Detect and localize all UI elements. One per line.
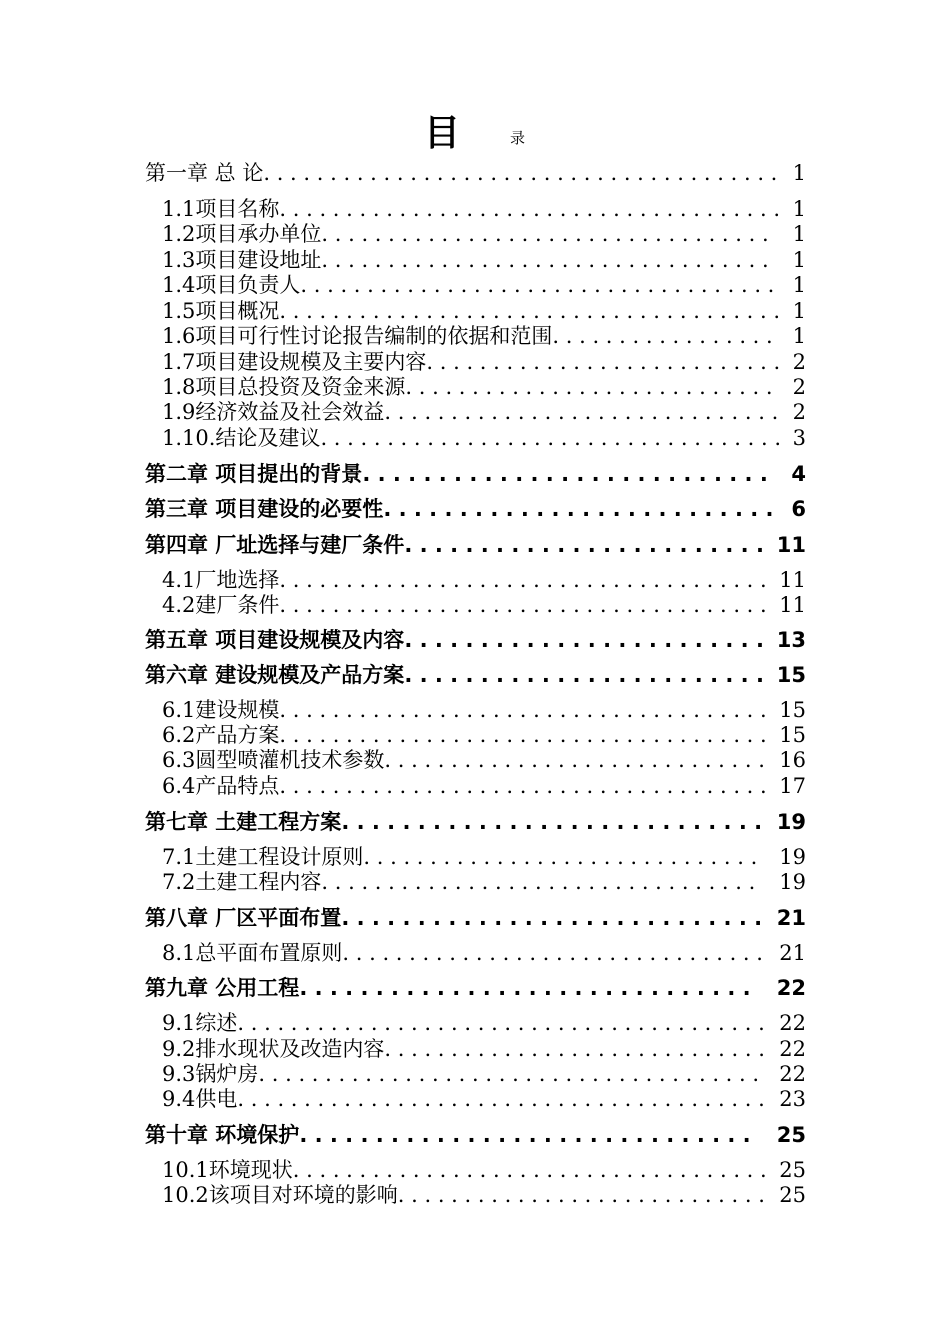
toc-chapter-entry[interactable] — [0, 159, 950, 187]
toc-dot-leader: . . . . . . . . . . . . . . . . . . . . . . . . . . . . . . . . . . . . . . . — [263, 161, 778, 185]
toc-entry-text: 第三章 项目建设的必要性 — [145, 497, 384, 521]
toc-section-entry[interactable] — [0, 297, 950, 325]
toc-title — [0, 112, 950, 156]
toc-entry-label — [162, 195, 789, 223]
toc-page-number: 3 — [792, 426, 806, 450]
toc-entry-text: 1.4项目负责人 — [162, 273, 301, 297]
toc-entry-label — [162, 1035, 775, 1063]
toc-entry-label — [162, 1181, 775, 1209]
toc-entry-text: 1.5项目概况 — [162, 299, 280, 323]
toc-dot-leader: . . . . . . . . . . . . . . . . . . . . . . . . . . . . . . . . . . . . . — [279, 698, 767, 722]
toc-chapter-entry[interactable] — [0, 1121, 950, 1149]
toc-section-entry[interactable] — [0, 591, 950, 619]
toc-section-entry[interactable] — [0, 868, 950, 896]
toc-chapter-entry[interactable] — [0, 495, 950, 523]
toc-page-number: 16 — [779, 748, 806, 772]
toc-page-number: 1 — [792, 299, 806, 323]
toc-section-entry[interactable] — [0, 1060, 950, 1088]
toc-entry-text: 1.10.结论及建议 — [162, 426, 321, 450]
toc-entry-label — [162, 1085, 775, 1113]
toc-entry-label — [162, 721, 775, 749]
toc-entry-label — [162, 591, 775, 619]
toc-section-entry[interactable] — [0, 939, 950, 967]
toc-dot-leader: . . . . . . . . . . . . . . . . . . . . . . . . . . . . . — [384, 748, 765, 772]
toc-page-number: 4 — [791, 462, 806, 486]
toc-dot-leader: . . . . . . . . . . . . . . . . . . . . . . . . . . . . . . . . . . . . . . — [279, 299, 781, 323]
toc-page-number: 23 — [779, 1087, 806, 1111]
toc-entry-label — [162, 424, 789, 452]
toc-entry-label — [162, 1009, 775, 1037]
toc-page-number: 2 — [792, 350, 806, 374]
toc-dot-leader: . . . . . . . . . . . . . . . . . . . . . . . . . . — [383, 497, 774, 521]
toc-page-number: 1 — [792, 248, 806, 272]
toc-page-number: 1 — [792, 222, 806, 246]
toc-page-number: 2 — [792, 400, 806, 424]
toc-section-entry[interactable] — [0, 398, 950, 426]
toc-entry-text: 1.8项目总投资及资金来源 — [162, 375, 406, 399]
toc-dot-leader: . . . . . . . . . . . . . . . . . . . . . . . . — [404, 533, 764, 557]
toc-page-number: 11 — [779, 593, 806, 617]
toc-dot-leader: . . . . . . . . . . . . . . . . . . . . . . . . . . . . . — [384, 1037, 765, 1061]
toc-dot-leader: . . . . . . . . . . . . . . . . . . . . . . . . . . . . — [341, 810, 763, 834]
toc-entry-label — [145, 808, 773, 836]
toc-section-entry[interactable] — [0, 843, 950, 871]
toc-entry-text: 第九章 公用工程 — [145, 976, 300, 1000]
toc-entry-label — [145, 1121, 773, 1149]
toc-section-entry[interactable] — [0, 373, 950, 401]
toc-dot-leader: . . . . . . . . . . . . . . . . . — [552, 324, 773, 348]
toc-page-number: 1 — [792, 273, 806, 297]
toc-entry-text: 8.1总平面布置原则 — [162, 941, 343, 965]
toc-section-entry[interactable] — [0, 348, 950, 376]
toc-section-entry[interactable] — [0, 1009, 950, 1037]
toc-section-entry[interactable] — [0, 746, 950, 774]
toc-entry-label — [162, 772, 775, 800]
toc-entry-text: 第十章 环境保护 — [145, 1123, 300, 1147]
toc-title-secondary: 录 — [510, 129, 526, 147]
toc-dot-leader: . . . . . . . . . . . . . . . . . . . . . . . . . . . . . . . . . . . . . . — [258, 1062, 760, 1086]
toc-chapter-entry[interactable] — [0, 626, 950, 654]
toc-chapter-entry[interactable] — [0, 808, 950, 836]
toc-dot-leader: . . . . . . . . . . . . . . . . . . . . . . . . . . . . . . . . — [342, 941, 763, 965]
toc-section-entry[interactable] — [0, 696, 950, 724]
toc-dot-leader: . . . . . . . . . . . . . . . . . . . . . . . . . . . . . . . . . . . — [320, 426, 782, 450]
toc-section-entry[interactable] — [0, 322, 950, 350]
toc-page-number: 22 — [776, 976, 806, 1000]
toc-entry-text: 第五章 项目建设规模及内容 — [145, 628, 405, 652]
toc-chapter-entry[interactable] — [0, 904, 950, 932]
toc-dot-leader: . . . . . . . . . . . . . . . . . . . . . . . . . . . . . . — [299, 1123, 751, 1147]
toc-entry-label — [162, 1156, 775, 1184]
toc-chapter-entry[interactable] — [0, 974, 950, 1002]
toc-page-number: 11 — [779, 568, 806, 592]
toc-page-number: 21 — [776, 906, 806, 930]
toc-entry-text: 10.1环境现状 — [162, 1158, 293, 1182]
toc-page-number: 22 — [779, 1011, 806, 1035]
toc-dot-leader: . . . . . . . . . . . . . . . . . . . . . . . . . . . . . . . . . . — [321, 248, 769, 272]
toc-entry-text: 1.1项目名称 — [162, 197, 280, 221]
toc-dot-leader: . . . . . . . . . . . . . . . . . . . . . . . . . . . . . . — [363, 845, 758, 869]
toc-entry-text: 第七章 土建工程方案 — [145, 810, 342, 834]
toc-page-number: 19 — [776, 810, 806, 834]
toc-dot-leader: . . . . . . . . . . . . . . . . . . . . . . . . . . . . . . . . . . . . . . — [279, 197, 781, 221]
toc-entry-text: 9.4供电 — [162, 1087, 238, 1111]
toc-entry-text: 6.4产品特点 — [162, 774, 280, 798]
toc-entry-label — [162, 868, 775, 896]
toc-entry-label — [162, 348, 789, 376]
toc-dot-leader: . . . . . . . . . . . . . . . . . . . . . . . . . . . . . . . . . . . . . — [279, 593, 767, 617]
toc-section-entry[interactable] — [0, 1035, 950, 1063]
toc-entry-text: 4.2建厂条件 — [162, 593, 280, 617]
toc-entry-label — [145, 974, 773, 1002]
toc-entry-text: 7.1土建工程设计原则 — [162, 845, 364, 869]
toc-entry-label — [162, 939, 775, 967]
toc-entry-label — [145, 495, 787, 523]
toc-entry-text: 10.2该项目对环境的影响 — [162, 1183, 398, 1207]
toc-page-number: 19 — [779, 845, 806, 869]
toc-page-number: 17 — [779, 774, 806, 798]
toc-page-number: 1 — [792, 324, 806, 348]
toc-dot-leader: . . . . . . . . . . . . . . . . . . . . . . . . — [404, 628, 764, 652]
toc-page-number: 22 — [779, 1062, 806, 1086]
toc-section-entry[interactable] — [0, 566, 950, 594]
toc-section-entry[interactable] — [0, 195, 950, 223]
toc-entry-text: 1.6项目可行性讨论报告编制的依据和范围 — [162, 324, 553, 348]
toc-entry-text: 6.1建设规模 — [162, 698, 280, 722]
toc-page-number: 15 — [779, 723, 806, 747]
toc-dot-leader: . . . . . . . . . . . . . . . . . . . . . . . . . . . — [426, 350, 781, 374]
toc-dot-leader: . . . . . . . . . . . . . . . . . . . . . . . . . . . . . . . . . . . . . . . . — [237, 1011, 765, 1035]
toc-dot-leader: . . . . . . . . . . . . . . . . . . . . . . . . . . . . . . . . . . . . — [292, 1158, 767, 1182]
toc-entry-label — [162, 373, 789, 401]
toc-entry-label — [145, 159, 789, 187]
toc-entry-label — [162, 566, 775, 594]
toc-dot-leader: . . . . . . . . . . . . . . . . . . . . . . . . . . . . — [397, 1183, 765, 1207]
toc-page-number: 25 — [779, 1183, 806, 1207]
toc-page-number: 25 — [776, 1123, 806, 1147]
toc-entry-text: 6.2产品方案 — [162, 723, 280, 747]
toc-dot-leader: . . . . . . . . . . . . . . . . . . . . . . . . . . . . — [341, 906, 763, 930]
toc-section-entry[interactable] — [0, 721, 950, 749]
toc-dot-leader: . . . . . . . . . . . . . . . . . . . . . . . . . . . . . . — [384, 400, 779, 424]
toc-dot-leader: . . . . . . . . . . . . . . . . . . . . . . . . . . . . . . . . . . — [321, 222, 769, 246]
toc-dot-leader: . . . . . . . . . . . . . . . . . . . . . . . . . . . — [362, 462, 768, 486]
toc-page-number: 6 — [791, 497, 806, 521]
toc-page-number: 1 — [792, 197, 806, 221]
toc-entry-label — [162, 271, 789, 299]
toc-section-entry[interactable] — [0, 1181, 950, 1209]
toc-entry-label — [162, 843, 775, 871]
toc-entry-text: 第八章 厂区平面布置 — [145, 906, 342, 930]
toc-section-entry[interactable] — [0, 1085, 950, 1113]
toc-entry-label — [145, 904, 773, 932]
toc-section-entry[interactable] — [0, 424, 950, 452]
toc-entry-text: 7.2土建工程内容 — [162, 870, 322, 894]
toc-dot-leader: . . . . . . . . . . . . . . . . . . . . . . . . . . . . . . . . . . . . . — [279, 774, 767, 798]
toc-dot-leader: . . . . . . . . . . . . . . . . . . . . . . . . . . . . . . . . . . . . . . . . — [237, 1087, 765, 1111]
toc-dot-leader: . . . . . . . . . . . . . . . . . . . . . . . . — [404, 663, 764, 687]
toc-section-entry[interactable] — [0, 772, 950, 800]
toc-entry-label — [145, 531, 773, 559]
toc-page-number: 2 — [792, 375, 806, 399]
toc-entry-text: 6.3圆型喷灌机技术参数 — [162, 748, 385, 772]
toc-entry-label — [162, 297, 789, 325]
toc-entry-text: 1.2项目承办单位 — [162, 222, 322, 246]
toc-dot-leader: . . . . . . . . . . . . . . . . . . . . . . . . . . . . . . . . . . . . — [300, 273, 775, 297]
toc-page-number: 13 — [776, 628, 806, 652]
toc-entry-label — [162, 696, 775, 724]
toc-entry-label — [145, 460, 787, 488]
toc-entry-text: 第六章 建设规模及产品方案 — [145, 663, 405, 687]
toc-entry-label — [162, 746, 775, 774]
toc-entry-label — [162, 322, 789, 350]
toc-section-entry[interactable] — [0, 1156, 950, 1184]
toc-entry-text: 9.3锅炉房 — [162, 1062, 259, 1086]
toc-section-entry[interactable] — [0, 271, 950, 299]
toc-entry-text: 第四章 厂址选择与建厂条件 — [145, 533, 405, 557]
toc-section-entry[interactable] — [0, 220, 950, 248]
toc-entry-text: 4.1厂地选择 — [162, 568, 280, 592]
toc-dot-leader: . . . . . . . . . . . . . . . . . . . . . . . . . . . . . . . . . . . . . — [279, 723, 767, 747]
toc-page-number: 19 — [779, 870, 806, 894]
toc-entry-text: 第一章 总 论 — [145, 161, 264, 185]
toc-entry-text: 1.9经济效益及社会效益 — [162, 400, 385, 424]
toc-entry-text: 9.2排水现状及改造内容 — [162, 1037, 385, 1061]
toc-chapter-entry[interactable] — [0, 460, 950, 488]
toc-page-number: 25 — [779, 1158, 806, 1182]
toc-entry-label — [162, 220, 789, 248]
toc-dot-leader: . . . . . . . . . . . . . . . . . . . . . . . . . . . . . . . . . . . . . — [279, 568, 767, 592]
toc-entry-label — [162, 246, 789, 274]
toc-dot-leader: . . . . . . . . . . . . . . . . . . . . . . . . . . . . — [405, 375, 773, 399]
toc-page-number: 15 — [779, 698, 806, 722]
toc-entry-text: 第二章 项目提出的背景 — [145, 462, 363, 486]
toc-dot-leader: . . . . . . . . . . . . . . . . . . . . . . . . . . . . . . . . . — [321, 870, 756, 894]
toc-chapter-entry[interactable] — [0, 661, 950, 689]
toc-chapter-entry[interactable] — [0, 531, 950, 559]
toc-entry-text: 1.7项目建设规模及主要内容 — [162, 350, 427, 374]
toc-page-number: 21 — [779, 941, 806, 965]
toc-page-number: 1 — [792, 161, 806, 185]
toc-section-entry[interactable] — [0, 246, 950, 274]
toc-entry-label — [162, 1060, 775, 1088]
toc-title-main: 目 — [424, 113, 461, 154]
toc-entry-text: 9.1综述 — [162, 1011, 238, 1035]
toc-page-number: 11 — [776, 533, 806, 557]
toc-entry-label — [145, 661, 773, 689]
toc-page-number: 22 — [779, 1037, 806, 1061]
toc-entry-text: 1.3项目建设地址 — [162, 248, 322, 272]
toc-dot-leader: . . . . . . . . . . . . . . . . . . . . . . . . . . . . . . — [299, 976, 751, 1000]
toc-entry-label — [162, 398, 789, 426]
toc-page-number: 15 — [776, 663, 806, 687]
toc-entry-label — [145, 626, 773, 654]
